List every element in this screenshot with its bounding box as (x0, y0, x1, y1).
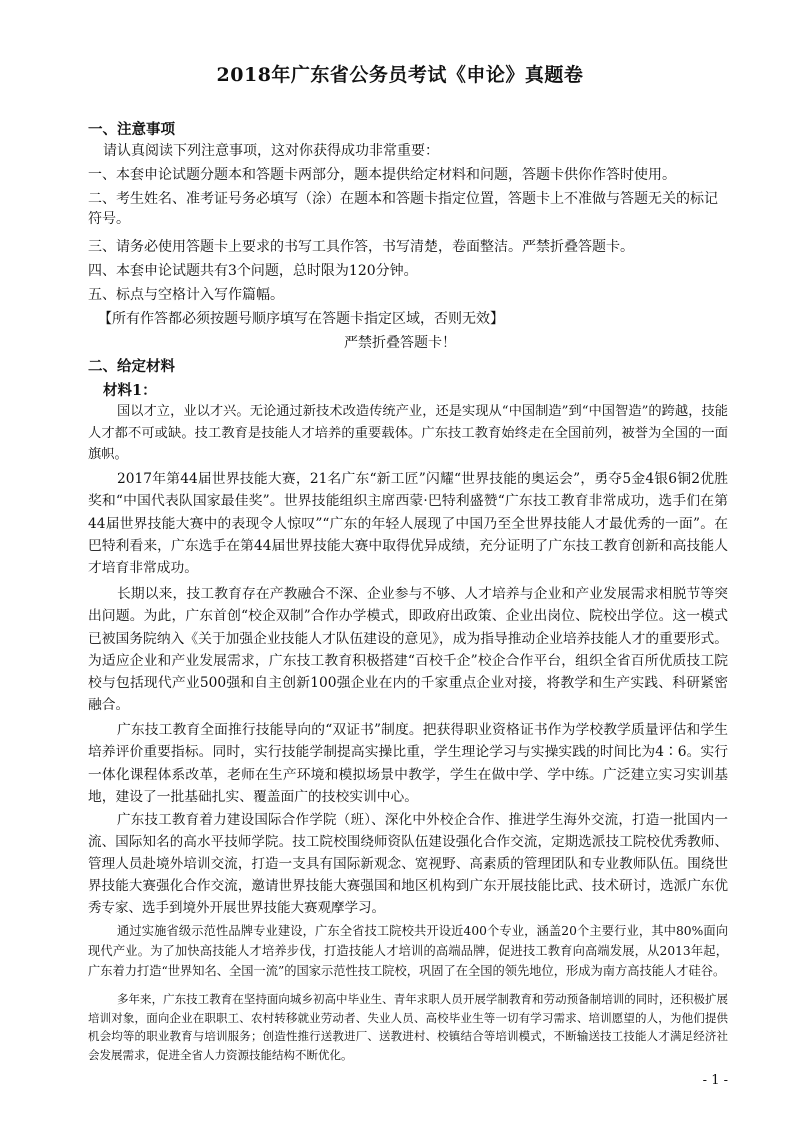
material-paragraph-4: 广东技工教育全面推行技能导向的“双证书”制度。把获得职业资格证书作为学校教学质量评估和学生培养评价重要指标。同时，实行技能学制提高实操比重，学生理论学习与实操实践的时间比为4∶6。实行一体化课程体系改革，老师在生产环境和模拟场景中教学，学生在做中学、学中练。广泛建立实习实训基地，建设了一批基础扎实、覆盖面广的技校实训中心。 (88, 722, 728, 805)
notes-intro: 请认真阅读下列注意事项，这对你获得成功非常重要： (103, 143, 439, 159)
notes-item-5: 五、标点与空格计入写作篇幅。 (88, 287, 284, 303)
material-paragraph-1: 国以才立，业以才兴。无论通过新技术改造传统产业，还是实现从“中国制造”到“中国智造”的跨越，技能人才都不可或缺。技工教育是技能人才培养的重要载体。广东技工教育始终走在全国前列，被誉为全国的一面旗帜。 (88, 404, 728, 462)
notes-item-3: 三、请务必使用答题卡上要求的书写工具作答，书写清楚，卷面整洁。严禁折叠答题卡。 (88, 239, 634, 255)
notes-item-2: 二、考生姓名、准考证号务必填写（涂）在题本和答题卡指定位置，答题卡上不准做与答题无关的标记符号。 (88, 191, 718, 227)
page-number: - 1 - (702, 1073, 728, 1088)
notes-item-4: 四、本套申论试题共有3个问题，总时限为120分钟。 (88, 263, 418, 279)
material-paragraph-3: 长期以来，技工教育存在产教融合不深、企业参与不够、人才培养与企业和产业发展需求相脱节等突出问题。为此，广东首创“校企双制”合作办学模式，即政府出政策、企业出岗位、院校出学位。这一模式已被国务院纳入《关于加强企业技能人才队伍建设的意见》，成为指导推动企业培养技能人才的重要形式。为适应企业和产业发展需求，广东技工教育积极搭建“百校千企”校企合作平台，组织全省百所优质技工院校与包括现代产业500强和自主创新100强企业在内的千家重点企业对接，将教学和生产实践、科研紧密融合。 (88, 586, 728, 714)
notes-item-1: 一、本套申论试题分题本和答题卡两部分，题本提供给定材料和问题，答题卡供你作答时使用。 (88, 167, 676, 183)
page-title: 2018年广东省公务员考试《申论》真题卷 (216, 64, 584, 86)
material-paragraph-6: 通过实施省级示范性品牌专业建设，广东全省技工院校共开设近400个专业，涵盖20个主要行业，其中80%面向现代产业。为了加快高技能人才培养步伐，打造技能人才培训的高端品牌，促进技工教育向高端发展，从2013年起，广东着力打造“世界知名、全国一流”的国家示范性技工院校，巩固了在全国的领先地位，形成为南方高技能人才硅谷。 (88, 924, 728, 978)
notes-warning: 严禁折叠答题卡！ (344, 335, 456, 351)
material-paragraph-7: 多年来，广东技工教育在坚持面向城乡初高中毕业生、青年求职人员开展学制教育和劳动预备制培训的同时，还积极扩展培训对象，面向企业在职职工、农村转移就业劳动者、失业人员、高校毕业生等一切有学习需求、培训愿望的人，为他们提供机会均等的职业教育与培训服务；创造性推行送教进厂、送教进村、校镇结合等培训模式，不断输送技工技能人才满足经济社会发展需求，促进全省人力资源技能结构不断优化。 (88, 992, 728, 1063)
material-paragraph-5: 广东技工教育着力建设国际合作学院（班）、深化中外校企合作、推进学生海外交流，打造一批国内一流、国际知名的高水平技师学院。技工院校围绕师资队伍建设强化合作交流，定期选派技工院校优秀教师、管理人员赴境外培训交流，打造一支具有国际新观念、宽视野、高素质的管理团队和专业教师队伍。围绕世界技能大赛强化合作交流，邀请世界技能大赛强国和地区机构到广东开展技能比武、技术研讨，选派广东优秀专家、选手到境外开展世界技能大赛观摩学习。 (88, 812, 728, 916)
material-paragraph-2: 2017年第44届世界技能大赛，21名广东“新工匠”闪耀“世界技能的奥运会”，勇夺5金4银6铜2优胜奖和“中国代表队国家最佳奖”。世界技能组织主席西蒙·巴特利盛赞“广东技工教育非常成功，选手们在第44届世界技能大赛中的表现令人惊叹”“广东的年轻人展现了中国乃至全世界技能人才最优秀的一面”。在巴特利看来，广东选手在第44届世界技能大赛中取得优异成绩，充分证明了广东技工教育创新和高技能人才培育非常成功。 (88, 471, 728, 577)
section-heading-notes: 一、注意事项 (88, 121, 175, 138)
notes-bracket: 【所有作答都必须按题号顺序填写在答题卡指定区域，否则无效】 (98, 311, 504, 327)
section-heading-materials: 二、给定材料 (88, 358, 175, 375)
material-label: 材料1： (103, 382, 157, 399)
